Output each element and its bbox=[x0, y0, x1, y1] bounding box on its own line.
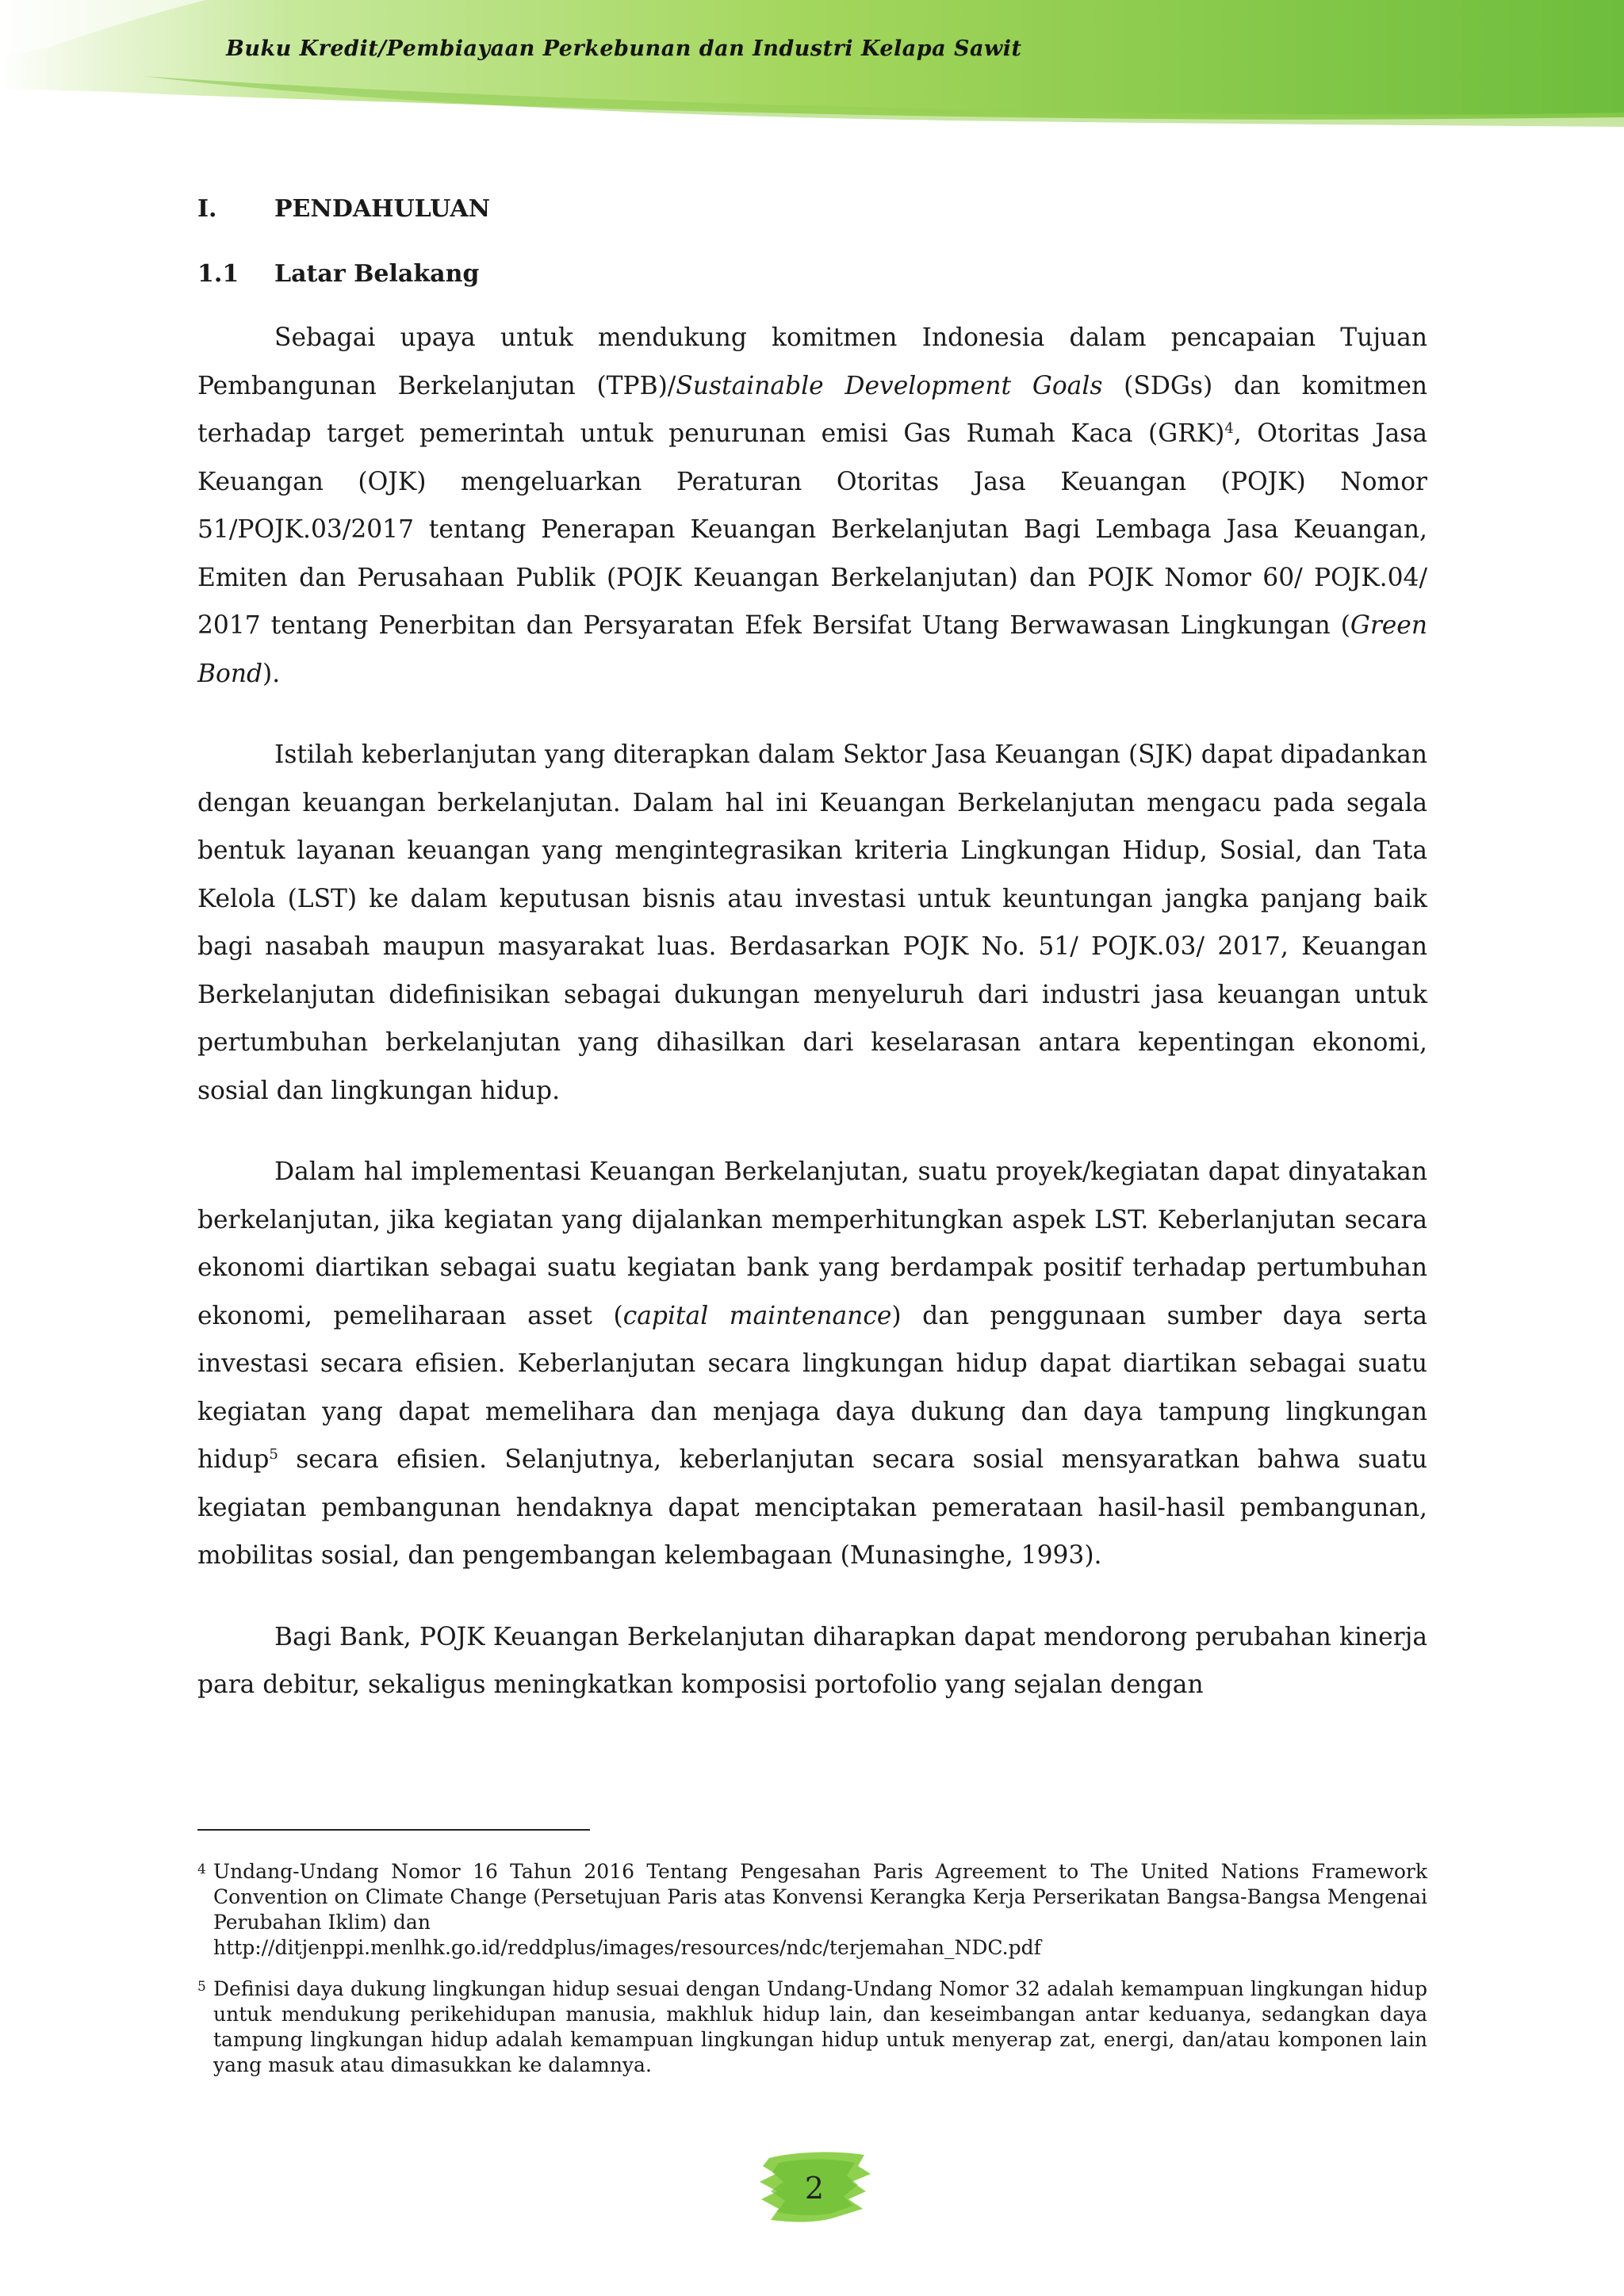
footnote-text: Undang-Undang Nomor 16 Tahun 2016 Tentang Pengesahan Paris Agreement to The United Nations Framework Convention on Climate Change (Persetujuan Paris atas Konvensi Kerangka Kerja Perserikatan Bangsa-Bangsa Mengenai Perubahan Iklim) dan bbox=[213, 1860, 1427, 1934]
paragraph-1-text-4: ). bbox=[262, 659, 281, 688]
paragraph-3-text-3: secara efisien. Selanjutnya, keberlanjutan secara sosial mensyaratkan bahwa suatu kegiatan pembangunan hendaknya dapat menciptakan pemerataan hasil-hasil pembangunan, mobilitas sosial, dan pengembangan kelembagaan (Munasinghe, 1993). bbox=[197, 1445, 1427, 1570]
paragraph-1-text-2: (SDGs) dan komitmen terhadap target pemerintah untuk penurunan emisi Gas Rumah Kaca (GRK) bbox=[197, 371, 1428, 448]
section-heading bbox=[197, 193, 1427, 225]
paragraph-4: Bagi Bank, POJK Keuangan Berkelanjutan diharapkan dapat mendorong perubahan kinerja para debitur, sekaligus meningkatkan komposisi portofolio yang sejalan dengan bbox=[197, 1622, 1427, 1699]
paragraph-1 bbox=[197, 314, 1427, 698]
capital-maintenance-italic: capital maintenance bbox=[622, 1301, 892, 1330]
footnote-5 bbox=[197, 1976, 1427, 2078]
footnote-marker: 4 bbox=[197, 1862, 206, 1877]
paragraph-1-text: Sebagai upaya untuk mendukung komitmen Indonesia dalam pencapaian Tujuan Pembangunan Berkelanjutan (TPB)/ bbox=[197, 323, 1427, 400]
footnote-body bbox=[213, 1859, 1427, 1961]
running-header-title: Buku Kredit/Pembiayaan Perkebunan dan Industri Kelapa Sawit bbox=[226, 36, 1022, 61]
section-title: PENDAHULUAN bbox=[274, 195, 491, 223]
subsection-title: Latar Belakang bbox=[274, 260, 480, 288]
footnote-marker: 5 bbox=[197, 1979, 206, 1995]
footnote-ref-4[interactable]: 4 bbox=[1224, 420, 1234, 437]
paragraph-3-text-2: ) dan penggunaan sumber daya serta investasi secara efisien. Keberlanjutan secara lingkungan hidup dapat diartikan sebagai suatu kegiatan yang dapat memelihara dan menjaga daya dukung dan daya tampung lingkungan hidup bbox=[197, 1301, 1428, 1474]
paragraph-3 bbox=[197, 1148, 1427, 1580]
footnote-ref-5[interactable]: 5 bbox=[269, 1446, 278, 1463]
subsection-number: 1.1 bbox=[197, 260, 239, 288]
footnote-4 bbox=[197, 1859, 1427, 1961]
footnote-divider bbox=[197, 1829, 590, 1831]
footnote-link[interactable]: http://ditjenppi.menlhk.go.id/reddplus/images/resources/ndc/terjemahan_NDC.pdf bbox=[213, 1936, 1041, 1959]
subsection-heading bbox=[197, 258, 1427, 290]
green-bond-italic: Green Bond bbox=[197, 611, 1427, 688]
footnote-body bbox=[213, 1976, 1427, 2078]
paragraph-1-text-3: , Otoritas Jasa Keuangan (OJK) mengeluarkan Peraturan Otoritas Jasa Keuangan (POJK) Nomor 51/POJK.03/2017 tentang Penerapan Keuangan Berkelanjutan Bagi Lembaga Jasa Keuangan, Emiten dan Perusahaan Publik (POJK Keuangan Berkelanjutan) dan POJK Nomor 60/ POJK.04/ 2017 tentang Penerbitan dan Persyaratan Efek Bersifat Utang Berwawasan Lingkungan ( bbox=[197, 419, 1428, 640]
paragraph-3-text: Dalam hal implementasi Keuangan Berkelanjutan, suatu proyek/kegiatan dapat dinyatakan berkelanjutan, jika kegiatan yang dijalankan memperhitungkan aspek LST. Keberlanjutan secara ekonomi diartikan sebagai suatu kegiatan bank yang berdampak positif terhadap pertumbuhan ekonomi, pemeliharaan asset ( bbox=[197, 1158, 1427, 1330]
page-number-badge bbox=[755, 2147, 874, 2229]
footnote-text: Definisi daya dukung lingkungan hidup sesuai dengan Undang-Undang Nomor 32 adalah kemampuan lingkungan hidup untuk mendukung perikehidupan manusia, makhluk hidup lain, dan keseimbangan antar keduanya, sedangkan daya tampung lingkungan hidup adalah kemampuan lingkungan hidup untuk menyerap zat, energi, dan/atau komponen lain yang masuk atau dimasukkan ke dalamnya. bbox=[213, 1977, 1427, 2076]
header-green-band bbox=[0, 0, 1624, 135]
footnotes bbox=[197, 1859, 1427, 2094]
main-content bbox=[197, 193, 1427, 1743]
section-number: I. bbox=[197, 195, 217, 223]
paragraph-2: Istilah keberlanjutan yang diterapkan dalam Sektor Jasa Keuangan (SJK) dapat dipadankan dengan keuangan berkelanjutan. Dalam hal ini Keuangan Berkelanjutan mengacu pada segala bentuk layanan keuangan yang mengintegrasikan kriteria Lingkungan Hidup, Sosial, dan Tata Kelola (LST) ke dalam keputusan bisnis atau investasi untuk keuntungan jangka panjang baik bagi nasabah maupun masyarakat luas. Berdasarkan POJK No. 51/ POJK.03/ 2017, Keuangan Berkelanjutan didefinisikan sebagai dukungan menyeluruh dari industri jasa keuangan untuk pertumbuhan berkelanjutan yang dihasilkan dari keselarasan antara kepentingan ekonomi, sosial dan lingkungan hidup. bbox=[197, 740, 1427, 1105]
page-number: 2 bbox=[804, 2171, 825, 2206]
sdgs-italic: Sustainable Development Goals bbox=[676, 371, 1103, 400]
